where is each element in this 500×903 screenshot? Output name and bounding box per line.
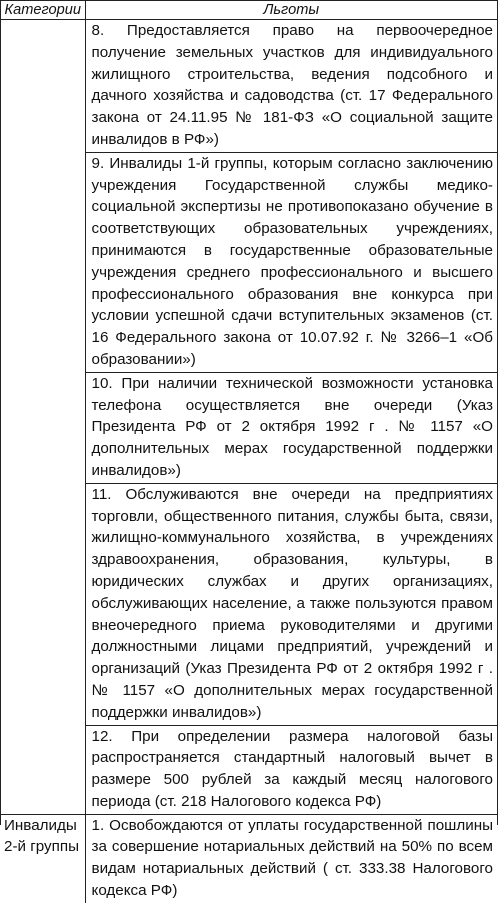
table-row (1, 814, 497, 903)
header-categories: Категории (1, 1, 85, 20)
benefits-table (1, 1, 497, 903)
header-benefits: Льготы (85, 1, 497, 20)
benefit-item-12: 12. При определении размера налоговой базы распространяется стандартный налоговый вычет в размере 500 рублей за каждый месяц налогового периода (ст. 218 Налогового кодекса РФ) (91, 727, 493, 810)
table-row (1, 20, 497, 815)
benefit-item-11: 11. Обслуживаются вне очереди на предприятиях торговли, общественного питания, службы быта, связи, жилищно-коммунального хозяйства, в учреждениях здравоохранения, образования, культуры, в юридических службах и других организациях, обслуживающих население, а также пользуются правом внеочередного приема руководителями и другими должностными лицами предприятий, учреждений и организаций (Указ Президента РФ от 2 октября 1992 г . № 1157 «О дополнительных мерах государственной поддержки инвалидов») (86, 484, 498, 726)
table-header-row (1, 1, 497, 20)
benefit-item-9: 9. Инвалиды 1-й группы, которым согласно заключению учреждения Государственной службы медико-социальной экспертизы не противопоказано обучение в соответствующих образовательных учреждениях, принимаются в государственные образовательные учреждения среднего профессионального и высшего профессионального образования вне конкурса при условии успешной сдачи вступительных экзаменов (ст. 16 Федерального закона от 10.07.92 г. № 3266–1 «Об образовании») (86, 153, 498, 373)
benefit-item-1: 1. Освобождаются от уплаты государственной пошлины за совершение нотариальных действий на 50% по всем видам нотариальных действий ( ст. 333.38 Налогового кодекса РФ) (91, 816, 493, 900)
category-cell (1, 20, 85, 815)
benefits-cell (85, 20, 497, 815)
benefit-item-8: 8. Предоставляется право на первоочередное получение земельных участков для индивидуального жилищного строительства, ведения подсобного и дачного хозяйства и садоводства (ст. 17 Федерального закона от 24.11.95 № 181-ФЗ «О социальной защите инвалидов в РФ») (86, 20, 498, 153)
benefits-cell (85, 814, 497, 903)
category-cell: Инвалиды 2-й группы (1, 814, 85, 903)
benefit-item-10: 10. При наличии технической возможности установка телефона осуществляется вне очереди (Указ Президента РФ от 2 октября 1992 г . № 1157 «О дополнительных мерах государственной поддержки инвалидов») (86, 373, 498, 484)
